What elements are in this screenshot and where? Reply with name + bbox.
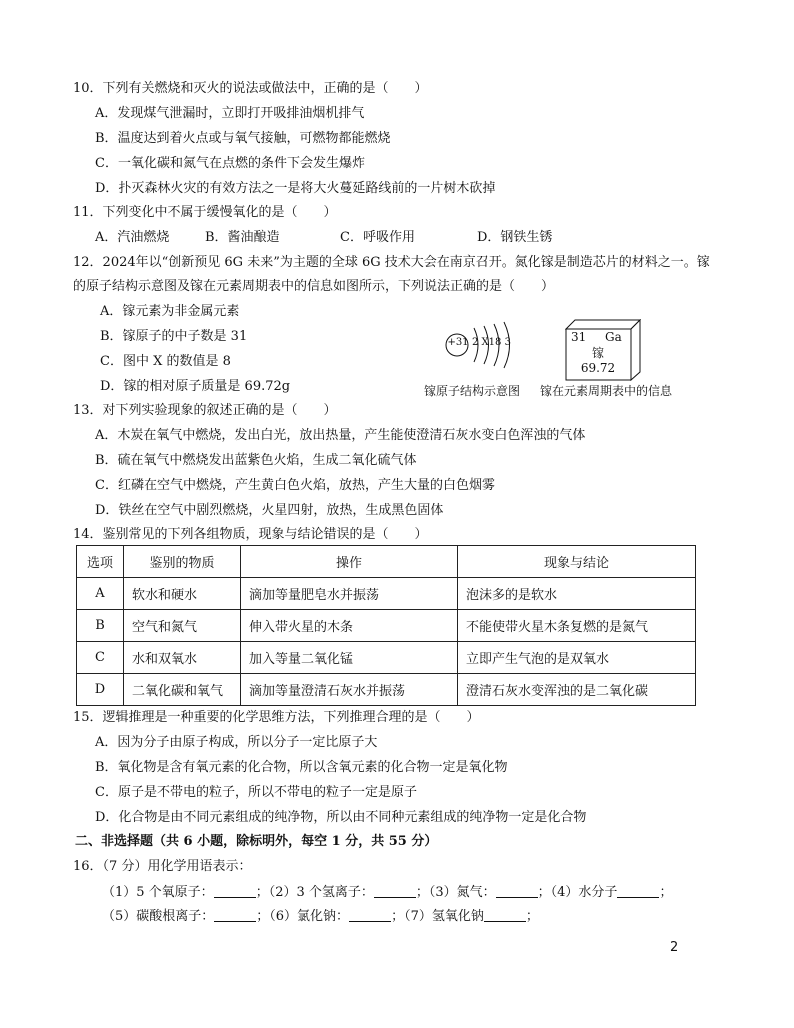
q16-item-2: ；（2）3 个氢离子： (255, 885, 374, 900)
question-14-stem: 14．鉴别常见的下列各组物质，现象与结论错误的是（ ） (73, 527, 428, 542)
question-11-option-c: C．呼吸作用 (340, 230, 415, 245)
element-number: 31 (571, 330, 587, 344)
answer-blank[interactable] (214, 884, 256, 898)
answer-blank[interactable] (214, 908, 256, 922)
table-cell: A (77, 578, 124, 610)
q16-item-sep: ； (659, 885, 673, 900)
answer-blank[interactable] (349, 908, 391, 922)
question-12-option-d: D．镓的相对原子质量是 69.72g (100, 379, 291, 394)
table-cell: 伸入带火星的木条 (241, 610, 458, 642)
table-cell: 软水和硬水 (124, 578, 241, 610)
question-16-line1 (102, 884, 672, 902)
table-cell: 泡沫多的是软水 (458, 578, 696, 610)
question-15-option-b: B．氧化物是含有氧元素的化合物，所以含氧元素的化合物一定是氧化物 (95, 760, 508, 775)
nucleus-charge: +31 (447, 337, 469, 348)
question-11-option-b: B．酱油酿造 (205, 230, 280, 245)
question-16-stem: 16．（7 分）用化学用语表示： (73, 859, 252, 874)
table-cell: C (77, 642, 124, 674)
table-cell: D (77, 674, 124, 706)
table-cell: 二氧化碳和氧气 (124, 674, 241, 706)
question-14-table (76, 545, 696, 706)
card-side-face (631, 320, 640, 380)
atom-structure-svg (440, 318, 540, 378)
answer-blank[interactable] (617, 884, 659, 898)
q16-item-1: （1）5 个氧原子： (102, 885, 214, 900)
table-cell: 立即产生气泡的是双氧水 (458, 642, 696, 674)
question-13-option-b: B．硫在氧气中燃烧发出蓝紫色火焰，生成二氧化硫气体 (95, 453, 417, 468)
element-mass: 69.72 (580, 361, 616, 375)
element-name: 镓 (591, 346, 604, 360)
question-16-line2 (102, 908, 539, 926)
page-number: 2 (670, 940, 679, 955)
card-top-face (566, 320, 640, 329)
question-10-option-a: A．发现煤气泄漏时，立即打开吸排油烟机排气 (95, 106, 365, 121)
table-header-cell: 鉴别的物质 (124, 546, 241, 578)
table-cell: 空气和氮气 (124, 610, 241, 642)
table-cell: 不能使带火星木条复燃的是氮气 (458, 610, 696, 642)
question-12-option-c: C．图中 X 的数值是 8 (100, 354, 231, 369)
question-13-stem: 13．对下列实验现象的叙述正确的是（ ） (73, 403, 337, 418)
table-row (77, 578, 696, 610)
table-cell: 滴加等量肥皂水并振荡 (241, 578, 458, 610)
element-card-caption: 镓在元素周期表中的信息 (540, 384, 673, 398)
q16-item-5: （5）碳酸根离子： (102, 909, 215, 924)
question-10-option-d: D．扑灭森林火灾的有效方法之一是将大火蔓延路线前的一片树木砍掉 (95, 181, 496, 196)
answer-blank[interactable] (374, 884, 416, 898)
table-header-cell: 选项 (77, 546, 124, 578)
table-header-cell: 现象与结论 (458, 546, 696, 578)
question-10-option-c: C．一氧化碳和氮气在点燃的条件下会发生爆炸 (95, 156, 365, 171)
question-10-stem: 10．下列有关燃烧和灭火的说法或做法中，正确的是（ ） (73, 81, 428, 96)
question-13-option-a: A．木炭在氧气中燃烧，发出白光，放出热量，产生能使澄清石灰水变白色浑浊的气体 (95, 428, 586, 443)
q16-item-4: ；（4）水分子 (537, 885, 618, 900)
table-row (77, 674, 696, 706)
question-12-stem-line1: 12．2024年以“创新预见 6G 未来”为主题的全球 6G 技术大会在南京召开。氮化镓是制造芯片的材料之一。镓 (73, 255, 710, 270)
question-15-option-d: D．化合物是由不同元素组成的纯净物，所以由不同种元素组成的纯净物一定是化合物 (95, 810, 587, 825)
table-row (77, 610, 696, 642)
question-15-stem: 15．逻辑推理是一种重要的化学思维方法，下列推理合理的是（ ） (73, 710, 480, 725)
question-13-option-c: C．红磷在空气中燃烧，产生黄白色火焰，放热，产生大量的白色烟雾 (95, 478, 495, 493)
question-11-stem: 11．下列变化中不属于缓慢氧化的是（ ） (73, 205, 337, 220)
question-13-option-d: D．铁丝在空气中剧烈燃烧，火星四射，放热，生成黑色固体 (95, 503, 444, 518)
table-cell: 水和双氧水 (124, 642, 241, 674)
atom-diagram-caption: 镓原子结构示意图 (424, 384, 521, 398)
question-12-option-a: A．镓元素为非金属元素 (100, 304, 240, 319)
answer-blank[interactable] (484, 908, 526, 922)
table-header-row (77, 546, 696, 578)
atom-structure-diagram (440, 318, 540, 378)
question-15-option-c: C．原子是不带电的粒子，所以不带电的粒子一定是原子 (95, 785, 417, 800)
question-10-option-b: B．温度达到着火点或与氧气接触，可燃物都能燃烧 (95, 131, 391, 146)
q16-item-7: ；（7）氢氧化钠 (391, 909, 484, 924)
element-card (565, 319, 641, 381)
table-cell: B (77, 610, 124, 642)
question-15-option-a: A．因为分子由原子构成，所以分子一定比原子大 (95, 735, 378, 750)
answer-blank[interactable] (496, 884, 538, 898)
section-2-title: 二、非选择题（共 6 小题，除标明外，每空 1 分，共 55 分） (75, 834, 438, 849)
electron-shells: 2 X18 3 (472, 337, 511, 348)
element-symbol: Ga (605, 330, 622, 344)
q16-item-6: ；（6）氯化钠： (256, 909, 350, 924)
q16-item-sep: ； (525, 909, 539, 924)
question-12-stem-line2: 的原子结构示意图及镓在元素周期表中的信息如图所示，下列说法正确的是（ ） (73, 279, 555, 294)
question-12-option-b: B．镓原子的中子数是 31 (100, 329, 248, 344)
table-header-cell: 操作 (241, 546, 458, 578)
table-row (77, 642, 696, 674)
question-11-option-a: A．汽油燃烧 (95, 230, 170, 245)
table-cell: 滴加等量澄清石灰水并振荡 (241, 674, 458, 706)
question-11-option-d: D．钢铁生锈 (477, 230, 553, 245)
table-cell: 澄清石灰水变浑浊的是二氧化碳 (458, 674, 696, 706)
table-cell: 加入等量二氧化锰 (241, 642, 458, 674)
q16-item-3: ；（3）氮气： (415, 885, 496, 900)
